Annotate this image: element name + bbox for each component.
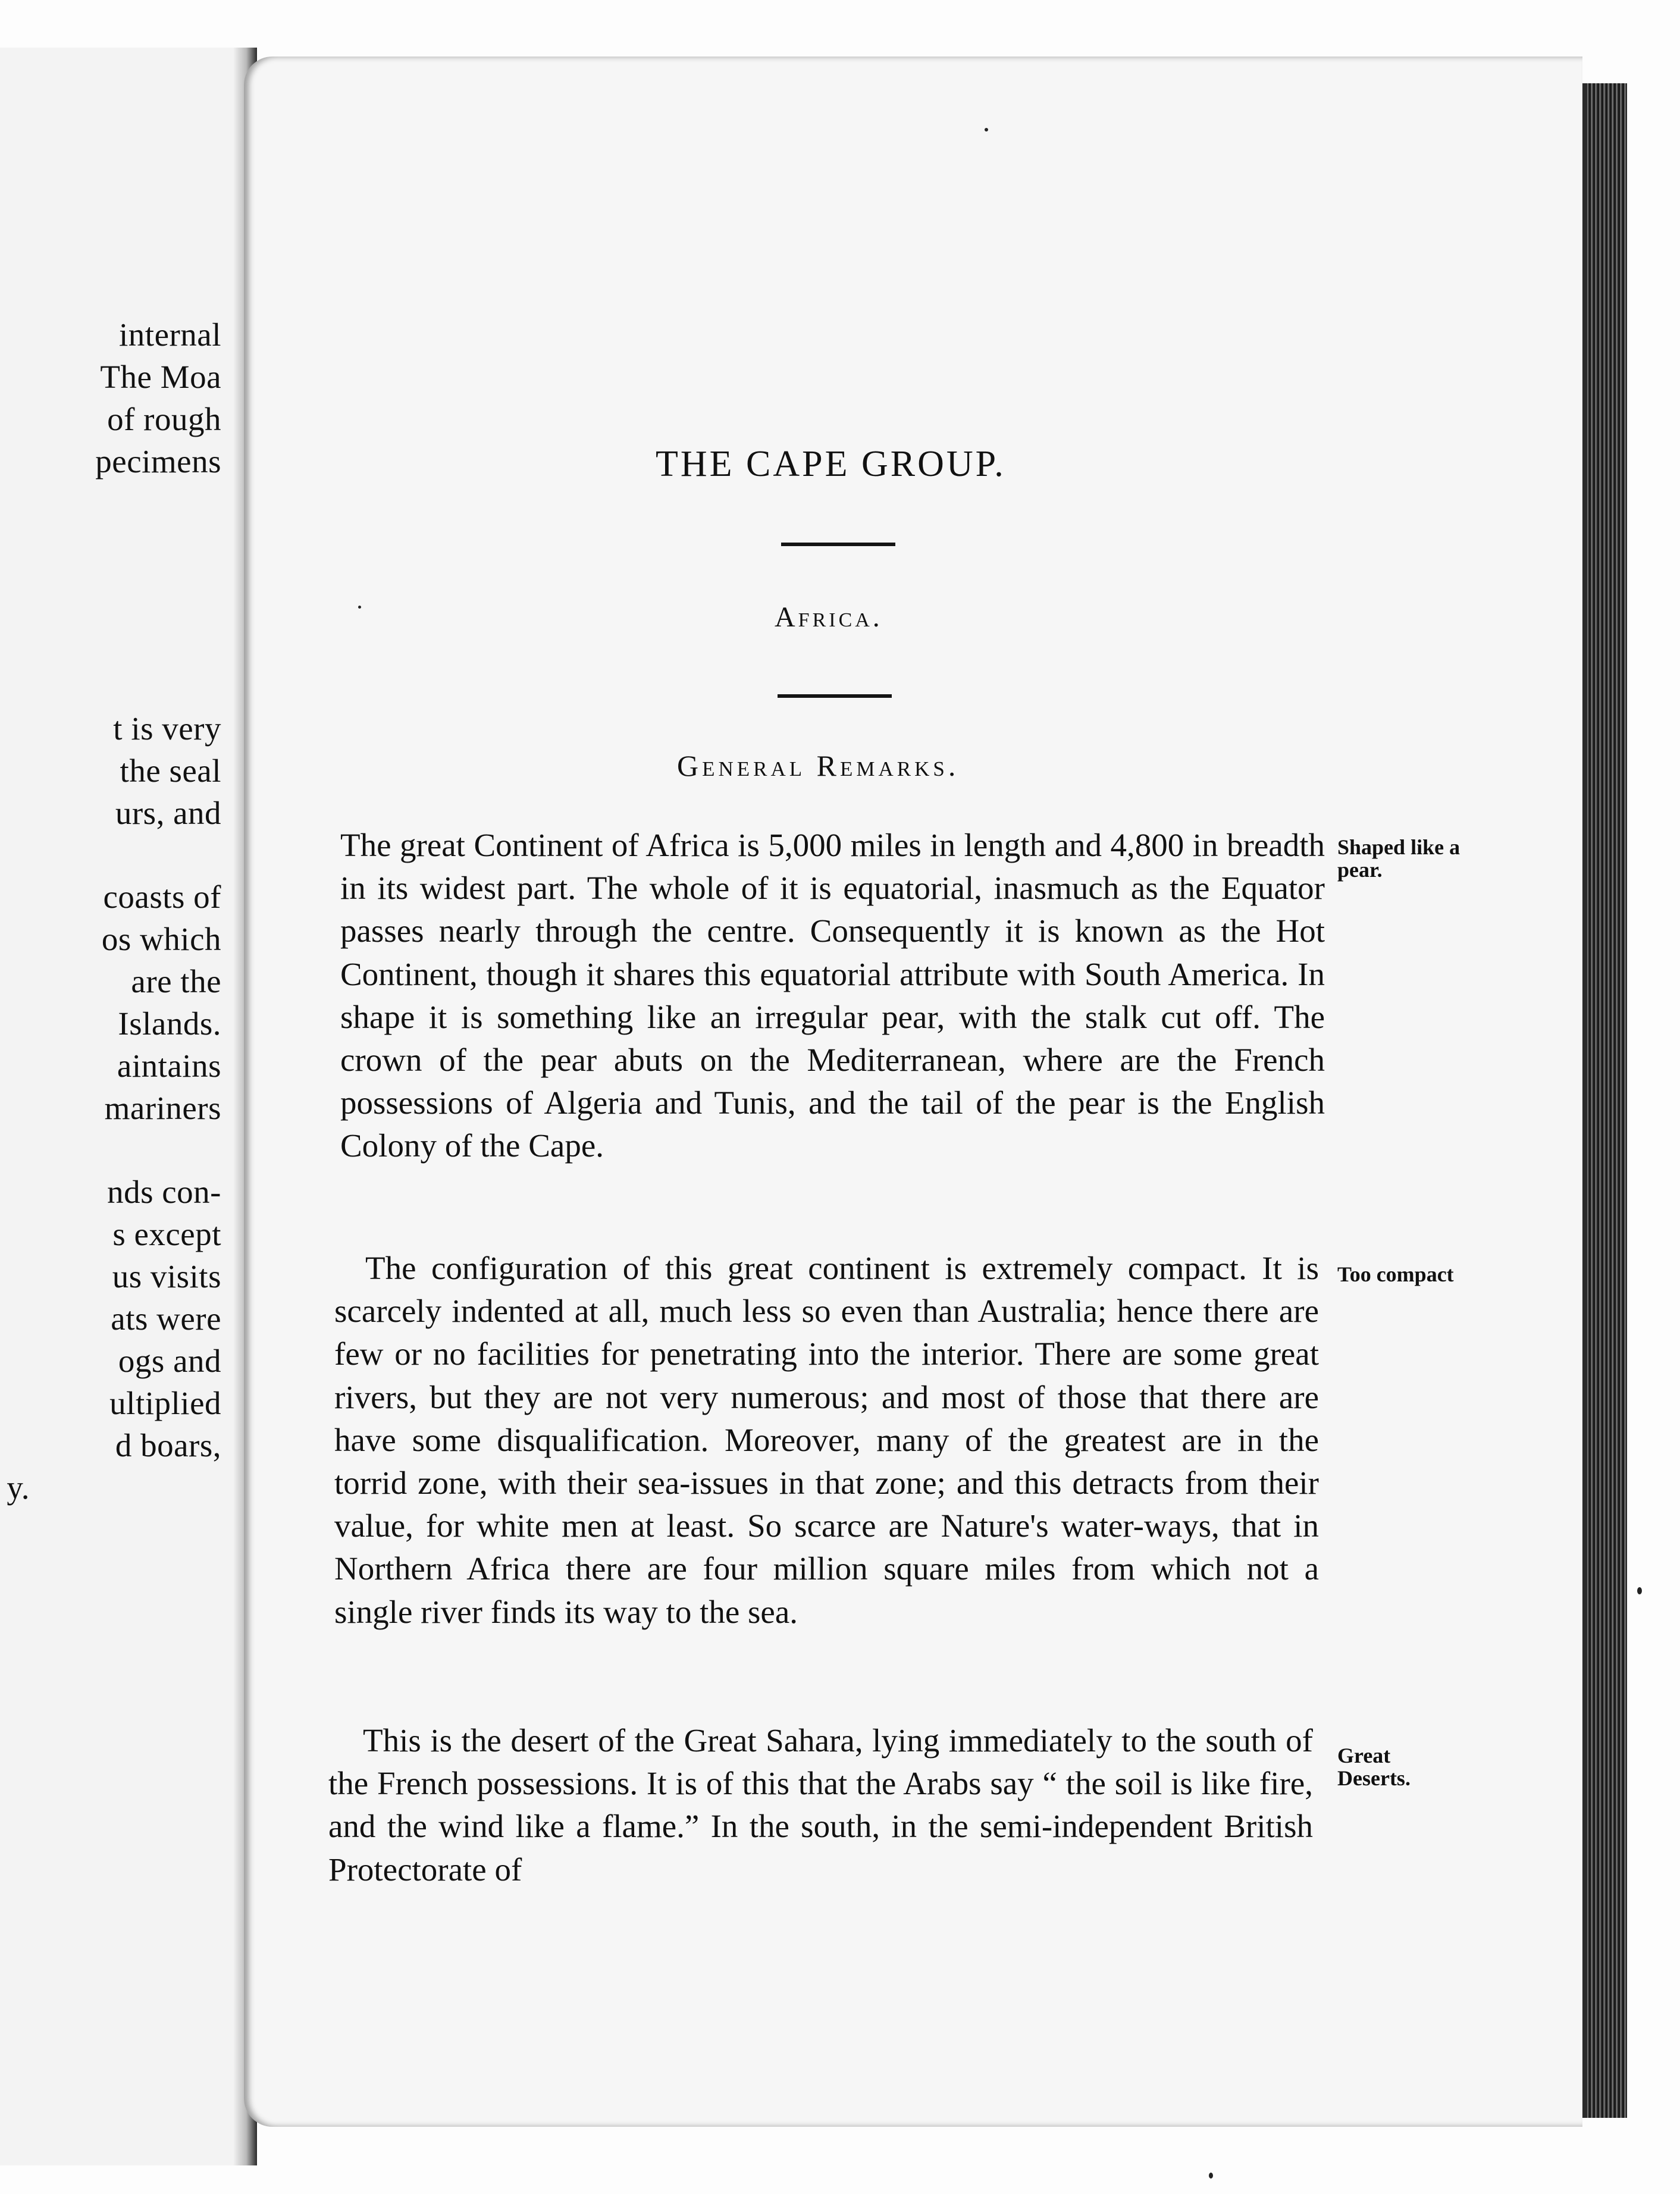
body-paragraph: The great Continent of Africa is 5,000 miles in length and 4,800 in breadth in its widest part. The whole of it is equatorial, inasmuch as the Equator passes nearly through the centre. Consequently it is known as the Hot Continent, though it shares this equatorial attribute with South America. In shape it is something like an irregular pear, with the stalk cut off. The crown of the pear abuts on the Mediterranean, where are the French possessions of Algeria and Tunis, and the tail of the pear is the English Colony of the Cape. bbox=[340, 827, 1325, 1164]
dust-speck bbox=[985, 128, 988, 131]
left-page-line: os which bbox=[101, 921, 221, 957]
left-page-line: urs, and bbox=[115, 795, 221, 831]
subtitle-rule bbox=[778, 694, 892, 698]
left-page-line: ats were bbox=[111, 1300, 221, 1337]
left-page-line: coasts of bbox=[103, 879, 221, 915]
chapter-subtitle: Africa. bbox=[775, 601, 883, 633]
body-paragraph: This is the desert of the Great Sahara, lying immediately to the south of the French possessions. It is of this that the Arabs say “ the soil is like fire, and the wind like a flame.” In the south, in the semi-independent British Protectorate of bbox=[328, 1722, 1313, 1888]
left-page-line: s except bbox=[112, 1216, 221, 1252]
left-page-line: internal bbox=[119, 316, 221, 353]
left-page-line: of rough bbox=[107, 401, 221, 437]
title-rule bbox=[781, 543, 895, 546]
margin-note: Too compact bbox=[1337, 1262, 1454, 1286]
left-page-line: y. bbox=[7, 1469, 30, 1506]
page-title: THE CAPE GROUP. bbox=[656, 444, 1006, 484]
left-page-line: aintains bbox=[117, 1048, 221, 1084]
left-page-line: Islands. bbox=[118, 1005, 221, 1042]
left-page-line: us visits bbox=[112, 1258, 221, 1295]
margin-note: Shaped like a pear. bbox=[1337, 835, 1460, 882]
body-paragraph: The configuration of this great continent is extremely compact. It is scarcely indented at all, much less so even than Australia; hence there are few or no facilities for penetrating into the interior. There are some great rivers, but they are not very numerous; and most of those that there are have some disqualification. Moreover, many of the greatest are in the torrid zone, with their sea-issues in that zone; and this detracts from their value, for white men at least. So scarce are Nature's water-ways, that in Northern Africa there are four million square miles from which not a single river finds its way to the sea. bbox=[334, 1250, 1319, 1630]
dust-speck bbox=[1637, 1587, 1642, 1594]
dust-speck bbox=[1209, 2173, 1213, 2179]
left-page-line: d boars, bbox=[115, 1427, 221, 1463]
left-page-line: nds con- bbox=[107, 1174, 221, 1210]
left-page-line: pecimens bbox=[95, 443, 221, 479]
margin-note: Great Deserts. bbox=[1337, 1744, 1411, 1790]
left-page-line: ultiplied bbox=[109, 1385, 221, 1421]
section-title: General Remarks. bbox=[677, 749, 960, 782]
dust-speck bbox=[358, 606, 361, 609]
left-page-line: the seal bbox=[120, 753, 221, 789]
left-page-line: mariners bbox=[104, 1090, 221, 1126]
left-page-line: t is very bbox=[113, 710, 221, 747]
left-facing-page bbox=[0, 48, 250, 2165]
left-page-line: ogs and bbox=[118, 1343, 221, 1379]
left-page-line: are the bbox=[131, 963, 221, 999]
left-page-line: The Moa bbox=[100, 359, 221, 395]
